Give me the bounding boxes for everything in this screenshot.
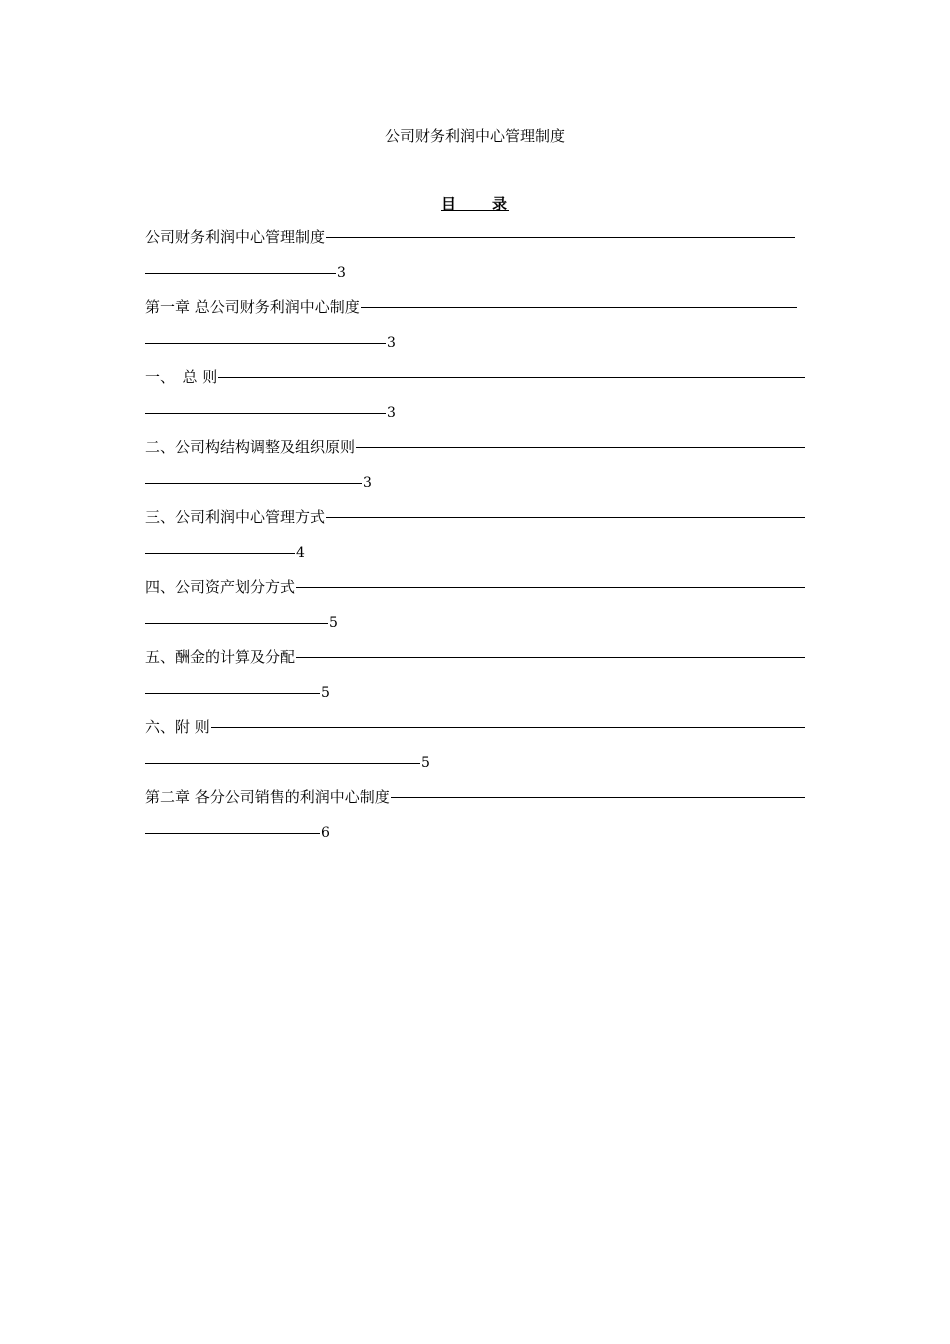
toc-leader — [145, 472, 362, 484]
toc-page-number: 6 — [321, 825, 330, 841]
toc-entry[interactable] — [145, 366, 807, 436]
toc-page-number: 5 — [421, 755, 430, 771]
toc-entry[interactable] — [145, 576, 807, 646]
toc-page-number: 3 — [337, 265, 346, 281]
toc-page-number: 5 — [321, 685, 330, 701]
toc-entry[interactable] — [145, 506, 807, 576]
toc-page-number: 3 — [387, 335, 396, 351]
toc-leader — [326, 226, 795, 238]
toc-leader — [145, 682, 320, 694]
toc-entry-label: 二、公司构结构调整及组织原则 — [145, 438, 356, 456]
toc-entry-label: 第二章 各分公司销售的利润中心制度 — [145, 788, 390, 806]
toc-leader — [326, 506, 805, 518]
toc-page-number: 3 — [387, 405, 396, 421]
toc-entry-label: 六、附 则 — [145, 718, 210, 736]
toc-leader — [145, 612, 328, 624]
toc-page-number: 5 — [329, 615, 338, 631]
toc-entry[interactable] — [145, 786, 807, 856]
toc-entry[interactable] — [145, 436, 807, 506]
toc-entry-label: 公司财务利润中心管理制度 — [145, 228, 326, 246]
toc-entry[interactable] — [145, 296, 807, 366]
toc-leader — [391, 786, 805, 798]
toc-leader — [356, 436, 805, 448]
toc-leader — [145, 332, 386, 344]
toc-leader — [145, 402, 386, 414]
toc-leader — [211, 716, 805, 728]
toc-entry[interactable] — [145, 646, 807, 716]
document-title: 公司财务利润中心管理制度 — [384, 127, 565, 145]
toc-leader — [296, 576, 805, 588]
toc-leader — [218, 366, 805, 378]
toc-entry-label: 四、公司资产划分方式 — [145, 578, 296, 596]
toc-entry-label: 三、公司利润中心管理方式 — [145, 508, 326, 526]
toc-page-number: 3 — [363, 475, 372, 491]
toc-entry-label: 一、 总 则 — [145, 368, 218, 386]
toc-heading — [0, 194, 950, 214]
toc-entry-label: 第一章 总公司财务利润中心制度 — [145, 298, 360, 316]
toc-leader — [145, 262, 336, 274]
toc-page-number: 4 — [296, 545, 305, 561]
toc-leader — [361, 296, 797, 308]
toc-heading-text: 目 录 — [440, 195, 509, 213]
toc-leader — [145, 542, 295, 554]
toc-entry-label: 五、酬金的计算及分配 — [145, 648, 296, 666]
toc-leader — [145, 822, 320, 834]
table-of-contents — [145, 226, 807, 856]
toc-entry[interactable] — [145, 226, 807, 296]
toc-entry[interactable] — [145, 716, 807, 786]
toc-leader — [145, 752, 420, 764]
toc-leader — [296, 646, 805, 658]
